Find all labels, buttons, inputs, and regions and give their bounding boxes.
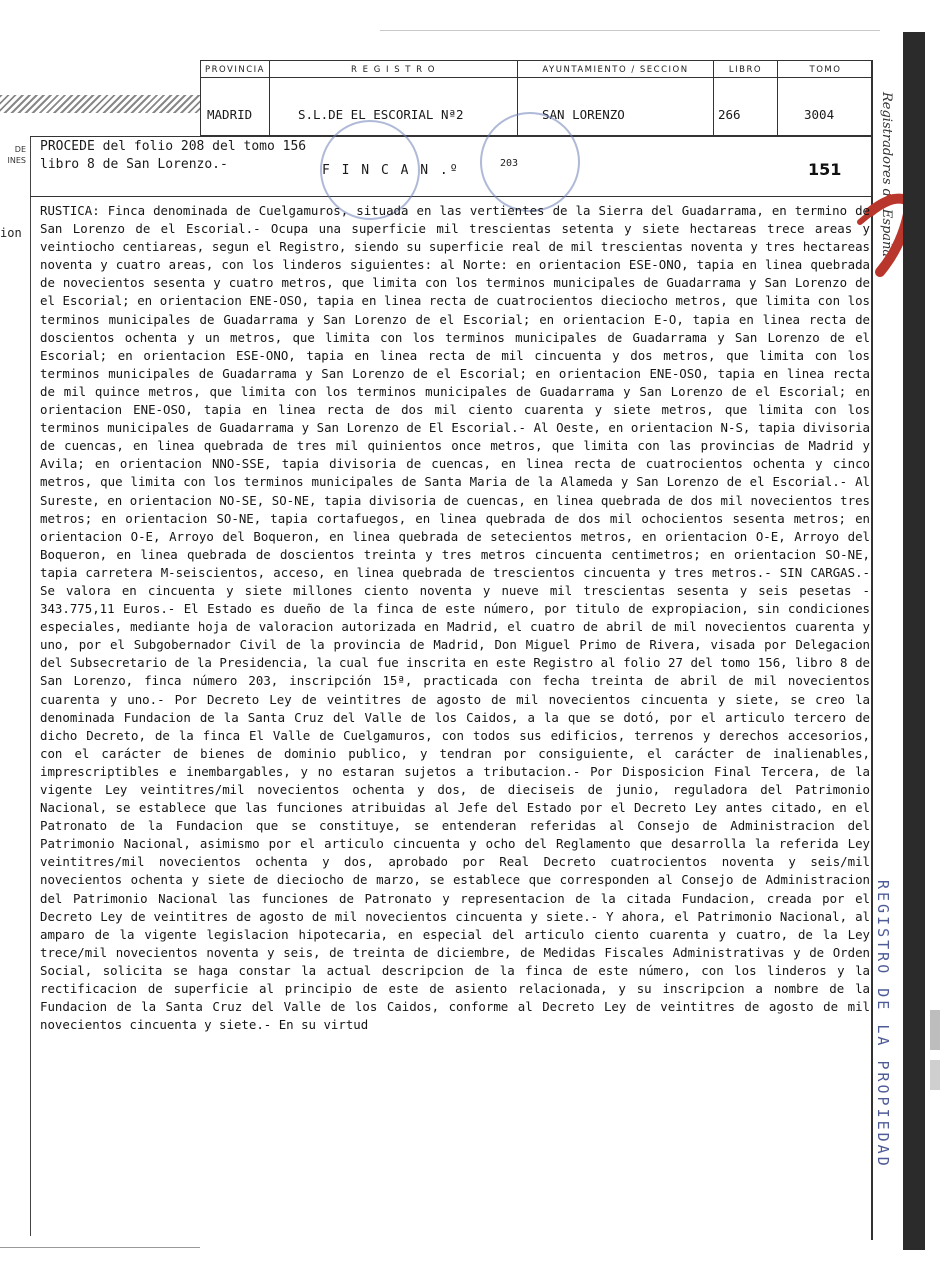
side-seal-fragment: [930, 1000, 940, 1120]
header-col-provincia: [201, 61, 269, 135]
registry-entry-text: RUSTICA: Finca denominada de Cuelgamuros, situada en las vertientes de la Sierra del Guadarrama, en termino de San Lorenzo de el Escorial.- Ocupa una superficie mil trescientas setenta y siete hectareas trece areas y veintiocho centiareas, segun el Registro, siendo su superficie real de mil trescientas noventa y tres hectareas noventa y cuatro areas, con los linderos siguientes: al Norte: en orientacion ESE-ONO, tapia en linea quebrada de novecientos sesenta y cuatro metros, que limita con los terminos municipales de Guadarrama y San Lorenzo de el Escorial; en orientacion ENE-OSO, tapia en linea recta de cuatrocientos dieciocho metros, que limita con los terminos municipales de Guadarrama y San Lorenzo de el Escorial; en orientacion E-O, tapia en linea recta de doscientos ochenta y un metros, que limita con los terminos municipales de Guadarrama y San Lorenzo de el Escorial; en orientacion ESE-ONO, tapia en linea recta de mil cincuenta y dos metros, que limita con los terminos municipales de Guadarrama y San Lorenzo de el Escorial; en orientacion ENE-OSO, tapia en linea recta de mil quince metros, que limita con los terminos municipales de Guadarrama y San Lorenzo de el Escorial; en orientacion ENE-OSO, tapia en linea recta de dos mil ciento cuarenta y siete metros, que limita con los terminos municipales de Guadarrama y San Lorenzo de El Escorial.- Al Oeste, en orientacion N-S, tapia divisoria de cuencas, en linea quebrada de tres mil quinientos once metros, que limita con las provincias de Madrid y Avila; en orientacion NNO-SSE, tapia divisoria de cuencas, en linea recta de cuatrocientos ochenta y cinco metros, que limita con los terminos municipales de Santa Maria de la Alameda y San Lorenzo de el Escorial.- Al Sureste, en orientacion NO-SE, SO-NE, tapia divisoria de cuencas, en linea quebrada de dos mil novecientos tres metros; en orientacion SO-NE, tapia cortafuegos, en linea quebrada de dos mil ochocientos sesenta metros; en orientacion O-E, Arroyo del Boqueron, en linea quebrada de setecientos metros, en orientacion O-E, Arroyo del Boqueron, en linea quebrada de doscientos treinta y tres metros cincuenta centimetros; en orientacion SO-NE, tapia carretera M-seiscientos, acceso, en linea quebrada de trescientos cincuenta y tres metros.- SIN CARGAS.- Se valora en cincuenta y siete millones ciento noventa y nueve mil trescientas sesenta y seis pesetas - 343.775,11 Euros.- El Estado es dueño de la finca de este número, por titulo de expropiacion, sin condiciones especiales, mediante hoja de valoracion autorizada en Madrid, el cuatro de abril de mil novecientos cuarenta y uno, por el Subgobernador Civil de la provincia de Madrid, Don Miguel Primo de Rivera, visada por Delegacion del Subsecretario de la Presidencia, la cual fue inscrita en este Registro al folio 27 del tomo 156, libro 8 de San Lorenzo, finca número 203, inscripción 15ª, practicada con fecha treinta de abril de mil novecientos cuarenta y uno.- Por Decreto Ley de veintitres de agosto de mil novecientos cincuenta y siete, se creo la denominada Fundacion de la Santa Cruz del Valle de los Caidos, a la que se dotó, por el articulo tercero de dicho Decreto, de la finca El Valle de Cuelgamuros, con todos sus edificios, terrenos y derechos accesorios, con el carácter de bienes de dominio publico, y tendran por consiguiente, el carácter de inalienables, imprescriptibles e inembargables, y no estaran sujetos a tributacion.- Por Disposicion Final Tercera, de la vigente Ley veintitres/mil novecientos ochenta y dos, de dieciseis de junio, reguladora del Patrimonio Nacional, se establece que las funciones atribuidas al Jefe del Estado por el Decreto Ley antes citado, en el Patronato de la Fundacion que se constituye, se entenderan referidas al Consejo de Administracion del Patrimonio Nacional, asimismo por el articulo cincuenta y ocho del Reglamento que desarrolla la referida Ley veintitres/mil novecientos ochenta y dos, aprobado por Real Decreto cuatrocientos noventa y seis/mil novecientos ochenta y siete de dieciocho de marzo, se establece que corresponden al Consejo de Administracion del Patrimonio Nacional las funciones de Patronato y representacion de la citada Fundacion, creada por el Decreto Ley de veintitres de agosto de mil novecientos cincuenta y siete.- Y ahora, el Patrimonio Nacional, al amparo de la vigente legislacion hipotecaria, en especial del articulo ciento cuarenta y cuatro, de la Ley trece/mil novecientos noventa y seis, de treinta de diciembre, de Medidas Fiscales Administrativas y de Orden Social, solicita se haga constar la actual descripcion de la finca de este número, con los linderos y la rectificacion de superficie al principio de este de asiento relacionada, y su inscripcion a nombre de la Fundacion de la Santa Cruz del Valle de los Caidos, conforme al Decreto Ley de veintitres de agosto de mil novecientos cincuenta y siete.- En su virtud: [40, 203, 870, 1033]
finca-label: F I N C A N .º: [322, 163, 460, 178]
procede-block: [40, 138, 306, 174]
registro-propiedad-stamp: REGISTRO DE LA PROPIEDAD: [874, 880, 892, 1169]
left-rule: [30, 136, 31, 1236]
top-rule: [380, 30, 880, 31]
header-col-registro: [269, 61, 517, 135]
header-col-tomo: [777, 61, 873, 135]
provincia-value: MADRID: [207, 107, 253, 122]
header-col-libro: [713, 61, 777, 135]
libro-label: LIBRO: [728, 65, 763, 75]
libro-value: 266: [718, 107, 741, 122]
finca-number: 151: [808, 160, 842, 179]
registry-stamp-2: [480, 112, 580, 212]
finca-previous-number: 203: [500, 158, 519, 169]
left-label-de: DE: [14, 145, 26, 154]
bottom-rule: [0, 1247, 200, 1248]
procede-line-2: libro 8 de San Lorenzo.-: [40, 157, 228, 172]
tomo-value: 3004: [804, 107, 835, 122]
left-margin-ion: ion: [0, 226, 22, 240]
left-margin-label: [0, 144, 26, 166]
procede-bottom-rule: [30, 196, 872, 197]
hatched-band: [0, 95, 200, 113]
ayuntamiento-label: AYUNTAMIENTO / SECCION: [542, 65, 689, 75]
tomo-label: TOMO: [809, 65, 842, 75]
left-label-ines: INES: [7, 156, 26, 165]
registradores-watermark: Registradores de España: [879, 92, 894, 258]
procede-top-rule: [30, 136, 872, 137]
procede-line-1: PROCEDE del folio 208 del tomo 156: [40, 139, 307, 154]
scan-edge-bar: [903, 32, 925, 1250]
provincia-label: PROVINCIA: [204, 65, 265, 75]
registro-label: R E G I S T R O: [351, 65, 436, 75]
ayuntamiento-value: SAN LORENZO: [542, 107, 625, 122]
registro-value: S.L.DE EL ESCORIAL Nª2: [298, 107, 464, 122]
